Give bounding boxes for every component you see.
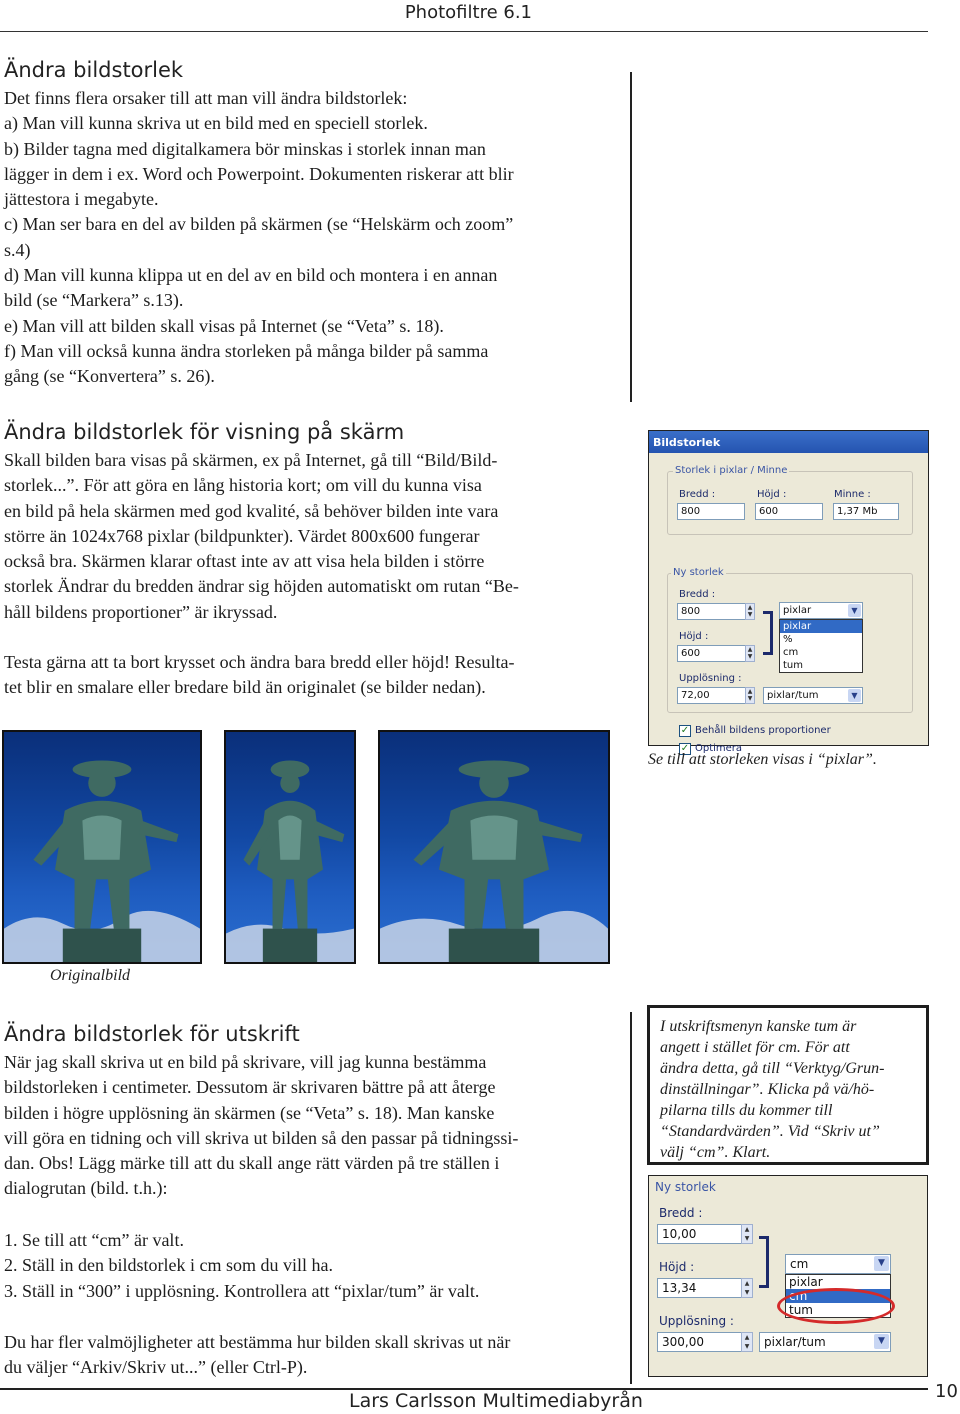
statue-image-wide [2, 730, 202, 964]
unit-option[interactable]: pixlar [780, 620, 862, 633]
text-line: storlek Ändrar du bredden ändrar sig höjden automatiskt om rutan “Be- [4, 576, 519, 597]
text-line: dan. Obs! Lägg märke till att du skall ange rätt värden på tre ställen i [4, 1153, 500, 1174]
text-line: större än 1024x768 pixlar (bildpunkter). Värdet 800x600 fungerar [4, 525, 480, 546]
print-steps [4, 1228, 616, 1304]
section-heading-resize: Ändra bildstorlek [4, 58, 184, 82]
text-line: Skall bilden bara visas på skärmen, ex på Internet, gå till “Bild/Bild- [4, 450, 498, 470]
note-line: “Standardvärden”. Vid “Skriv ut” [660, 1123, 880, 1140]
resolution-spinner[interactable]: ▲ ▼ [745, 687, 755, 704]
height-label: Höjd : [659, 1260, 695, 1274]
unit-select-value: cm [790, 1257, 809, 1271]
section-body-screen-test [4, 650, 616, 701]
height-spinner[interactable]: ▲ ▼ [741, 1278, 753, 1298]
width-field[interactable]: 10,00 [657, 1224, 743, 1244]
column-rule-bottom [630, 1012, 632, 1384]
note-line: dinställningar”. Klicka på vä/hö- [660, 1081, 875, 1098]
image-size-dialog [648, 430, 929, 754]
keep-proportions-label: Behåll bildens proportioner [695, 725, 831, 736]
chevron-down-icon[interactable]: ▼ [848, 604, 861, 617]
text-line: bildstorleken i centimeter. Dessutom är skrivaren bättre på att återge [4, 1077, 496, 1098]
resolution-unit-select[interactable] [763, 687, 863, 704]
text-line: du väljer “Arkiv/Skriv ut...” (eller Ctrl-P). [4, 1357, 308, 1378]
statue-illustration [226, 732, 354, 962]
width-spinner[interactable]: ▲ ▼ [741, 1224, 753, 1244]
unit-select[interactable] [779, 602, 863, 619]
width-label: Bredd : [679, 489, 716, 500]
new-width-label: Bredd : [679, 589, 716, 600]
optimize-label: Optimera [695, 743, 743, 754]
text-line: storlek...”. För att göra en lång historia kort; om vill du kunna visa [4, 475, 482, 496]
chevron-down-icon[interactable]: ▼ [874, 1256, 889, 1271]
new-width-field[interactable]: 800 [677, 603, 747, 620]
current-width-field: 800 [677, 503, 745, 520]
header-title: Photofiltre 6.1 [404, 2, 532, 23]
unit-option[interactable]: tum [783, 660, 803, 671]
resolution-spinner[interactable]: ▲ ▼ [741, 1332, 753, 1352]
keep-proportions-checkbox[interactable]: ✓ [680, 725, 690, 736]
text-line: en bild på hela skärmen med god kvalité, så behöver bilden inte vara [4, 500, 499, 521]
unit-option[interactable]: % [783, 634, 793, 645]
statue-illustration [4, 732, 200, 962]
text-line: d) Man vill kunna klippa ut en del av en bild och montera i en annan [4, 265, 498, 286]
optimize-checkbox[interactable]: ✓ [680, 743, 690, 754]
chevron-down-icon[interactable]: ▼ [848, 689, 861, 702]
step-item: 1. Se till att “cm” är valt. [4, 1230, 184, 1250]
dialog-title: Bildstorlek [649, 431, 928, 453]
header-rule [0, 31, 928, 32]
text-line: bilden i högre upplösning än skärmen (se “Veta” s. 18). Man kanske [4, 1102, 495, 1123]
text-line: a) Man vill kunna skriva ut en bild med en speciell storlek. [4, 113, 428, 134]
section-heading-screen: Ändra bildstorlek för visning på skärm [4, 420, 405, 444]
height-field[interactable]: 13,34 [657, 1278, 743, 1298]
resolution-field[interactable]: 300,00 [657, 1332, 743, 1352]
unit-option[interactable]: cm [783, 647, 799, 658]
section-body-resize [4, 86, 616, 390]
new-size-group-label: Ny storlek [673, 567, 724, 578]
statue-image-original [378, 730, 610, 964]
footer-author: Lars Carlsson Multimediabyrån [349, 1390, 643, 1412]
column-rule-top [630, 72, 632, 402]
section-body-print-more [4, 1330, 616, 1381]
resolution-unit-select[interactable] [759, 1332, 891, 1352]
step-item: 3. Ställ in “300” i upplösning. Kontrollera att “pixlar/tum” är valt. [4, 1280, 480, 1301]
unit-option[interactable]: pixlar [789, 1275, 823, 1289]
height-label: Höjd : [757, 489, 787, 500]
text-line: tet blir en smalare eller bredare bild än originalet (se bilder nedan). [4, 677, 486, 698]
resolution-unit-value: pixlar/tum [764, 1335, 826, 1349]
new-height-spinner[interactable]: ▲ ▼ [745, 645, 755, 662]
text-line: jättestora i megabyte. [4, 189, 159, 210]
note-line: ändra detta, gå till “Verktyg/Grun- [660, 1060, 885, 1077]
link-bracket [763, 611, 773, 655]
memory-field: 1,37 Mb [833, 503, 899, 520]
width-label: Bredd : [659, 1206, 703, 1220]
chevron-down-icon[interactable]: ▼ [874, 1334, 889, 1349]
text-line: b) Bilder tagna med digitalkamera bör minskas i storlek innan man [4, 138, 486, 159]
unit-select[interactable] [785, 1254, 891, 1274]
resolution-field[interactable]: 72,00 [677, 687, 747, 704]
new-height-label: Höjd : [679, 631, 709, 642]
unit-option[interactable]: cm [786, 1289, 890, 1303]
print-size-dialog [648, 1175, 928, 1377]
current-size-group-label: Storlek i pixlar / Minne [675, 465, 788, 476]
text-line: e) Man vill att bilden skall visas på Internet (se “Veta” s. 18). [4, 315, 444, 336]
dialog-body [649, 453, 928, 754]
section-heading-print: Ändra bildstorlek för utskrift [4, 1022, 300, 1046]
text-line: f) Man vill också kunna ändra storleken på många bilder på samma [4, 340, 489, 361]
note-line: angett i stället för cm. För att [660, 1039, 850, 1056]
unit-select-value: pixlar [783, 605, 812, 616]
new-size-group-label: Ny storlek [655, 1180, 716, 1194]
page-number: 10 [935, 1381, 958, 1402]
text-line: håll bildens proportioner” är ikryssad. [4, 601, 278, 622]
text-line: dialogrutan (bild. t.h.): [4, 1178, 168, 1199]
text-line: också bra. Skärmen klarar oftast inte av att visa hela bilden i större [4, 551, 485, 572]
text-line: Testa gärna att ta bort krysset och ändra bara bredd eller höjd! Resulta- [4, 652, 515, 672]
text-line: Det finns flera orsaker till att man vill ändra bildstorlek: [4, 88, 408, 108]
text-line: c) Man ser bara en del av bilden på skärmen (se “Helskärm och zoom” [4, 214, 514, 235]
note-line: pilarna tills du kommer till [660, 1102, 833, 1119]
text-line: bild (se “Markera” s.13). [4, 290, 184, 311]
memory-label: Minne : [834, 489, 871, 500]
new-height-field[interactable]: 600 [677, 645, 747, 662]
statue-image-narrow [224, 730, 356, 964]
link-bracket [759, 1236, 769, 1288]
unit-option[interactable]: tum [789, 1303, 813, 1317]
note-line: välj “cm”. Klart. [660, 1144, 771, 1161]
section-body-print [4, 1050, 616, 1202]
text-line: s.4) [4, 239, 31, 260]
text-line: gång (se “Konvertera” s. 26). [4, 366, 215, 387]
note-line: I utskriftsmenyn kanske tum är [660, 1018, 857, 1035]
text-line: När jag skall skriva ut en bild på skrivare, vill jag kunna bestämma [4, 1052, 487, 1072]
current-height-field: 600 [755, 503, 823, 520]
resolution-label: Upplösning : [679, 673, 742, 684]
text-line: vill göra en tidning och vill skriva ut bilden så den passar på tidningssi- [4, 1127, 519, 1148]
unit-dropdown-list [779, 619, 863, 673]
section-body-screen [4, 448, 616, 625]
note-box [647, 1005, 929, 1165]
highlight-circle [777, 1288, 895, 1324]
resolution-label: Upplösning : [659, 1314, 734, 1328]
original-caption: Originalbild [50, 967, 131, 984]
resolution-unit-value: pixlar/tum [767, 690, 819, 701]
step-item: 2. Ställ in den bildstorlek i cm som du vill ha. [4, 1255, 333, 1276]
statue-illustration [380, 732, 608, 962]
dialog-caption: Se till att storleken visas i “pixlar”. [648, 751, 877, 768]
new-width-spinner[interactable]: ▲ ▼ [745, 603, 755, 620]
text-line: lägger in dem i ex. Word och Powerpoint. Dokumenten riskerar att blir [4, 163, 514, 184]
text-line: Du har fler valmöjligheter att bestämma hur bilden skall skrivas ut när [4, 1332, 511, 1352]
